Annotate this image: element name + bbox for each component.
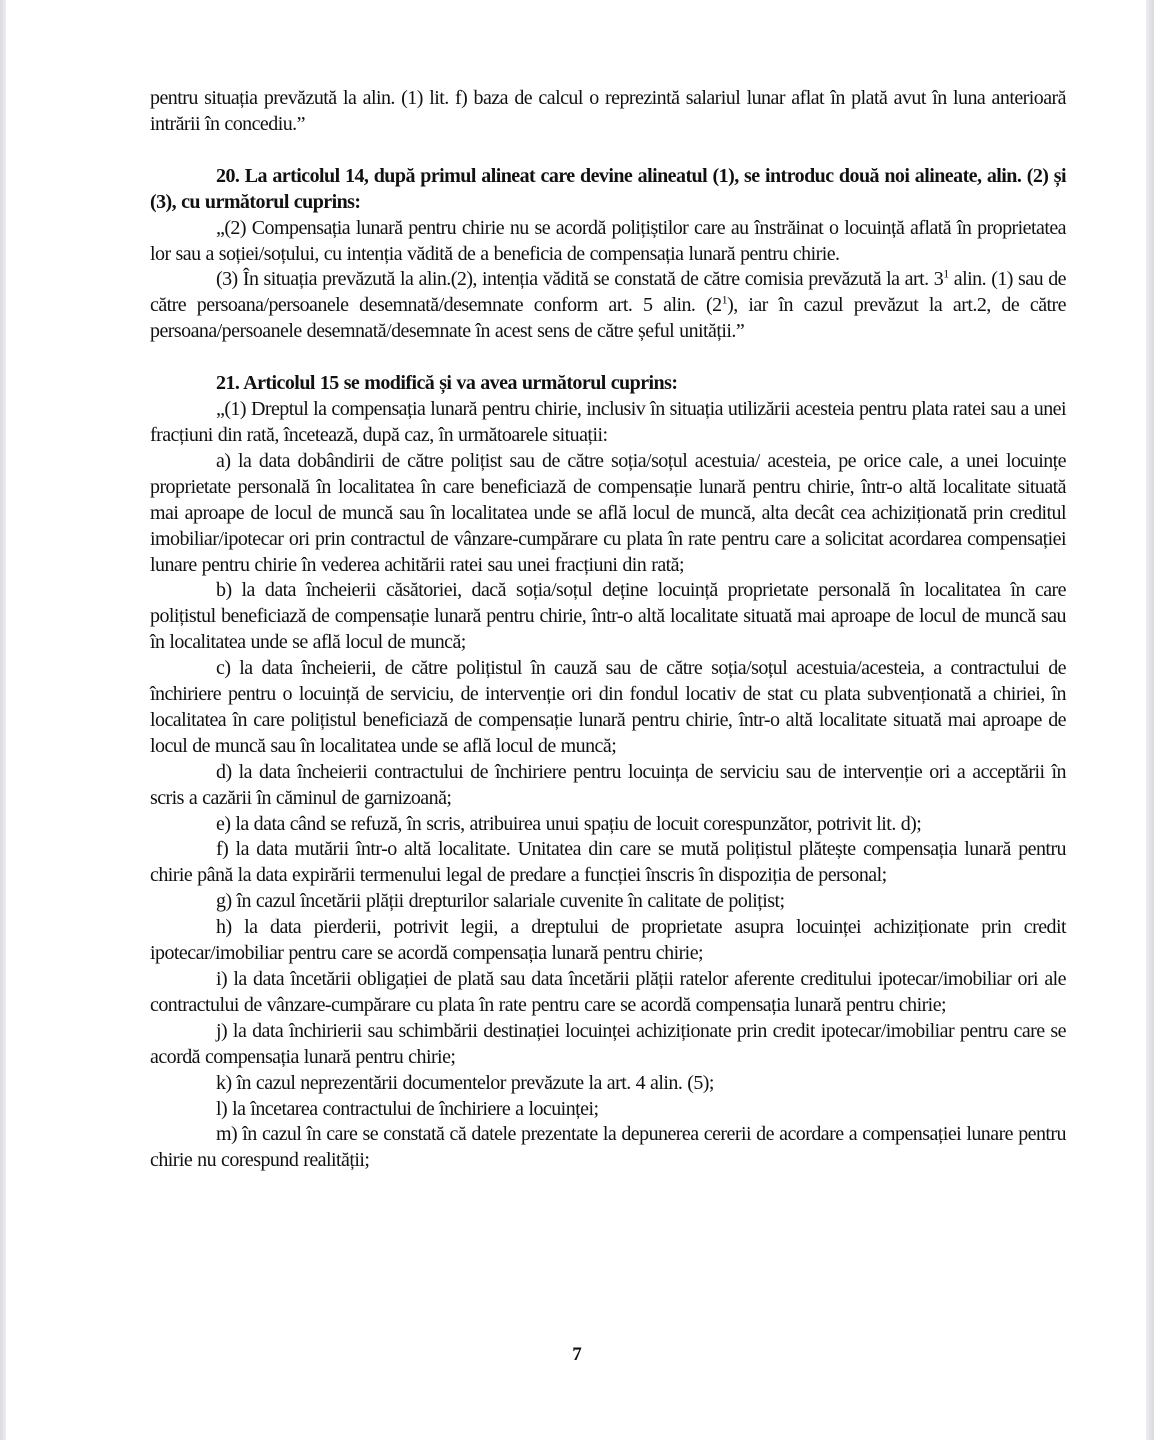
page-number: 7 [572,1344,582,1365]
list-item-l: l) la încetarea contractului de închiriere a locuinței; [216,1097,599,1120]
page-right-edge [1146,0,1154,1440]
list-item-f: f) la data mutării într-o altă localitate. Unitatea din care se mută polițistul plătește compensația lunară pentru chirie până la data expirării termenului legal de predare a funcției înscris în dispoziția de personal; [150,838,1066,887]
list-item-b: b) la data încheierii căsătoriei, dacă soția/soțul deține locuință proprietate personală în localitatea în care polițistul beneficiază de compensație lunară pentru chirie, într-o altă localitate situată mai aproape de locul de muncă sau în localitatea unde se află locul de muncă; [150,579,1066,654]
list-item-c: c) la data încheierii, de către polițistul în cauză sau de către soția/soțul acestuia/acesteia, a contractului de închiriere pentru o locuință de serviciu, de intervenție ori din fondul locativ de stat cu plata subvenționată a chiriei, în localitatea în care polițistul beneficiază de compensație lunară pentru chirie, într-o altă localitate situată mai aproape de locul de muncă sau în localitatea unde se află locul de muncă; [150,657,1066,757]
section-20-para-2: „(2) Compensația lunară pentru chirie nu se acordă polițiștilor care au înstrăinat o locuință aflată în proprietatea lor sau a soției/soțului, cu intenția vădită de a beneficia de compensația lunară pentru chirie. [150,216,1066,265]
section-21-heading: 21. Articolul 15 se modifică și va avea următorul cuprins: [216,372,678,395]
spacer [150,138,1066,164]
document-page [150,86,1066,1174]
list-item-g: g) în cazul încetării plății drepturilor salariale cuvenite în calitate de polițist; [216,890,785,913]
page-left-edge [0,0,6,1440]
list-item-k: k) în cazul neprezentării documentelor prevăzute la art. 4 alin. (5); [216,1071,714,1094]
list-item-h: h) la data pierderii, potrivit legii, a dreptului de proprietate asupra locuinței achiziționate prin credit ipotecar/imobiliar pentru care se acordă compensația lunară pentru chirie; [150,916,1066,965]
superscript: 1 [943,266,949,281]
para-3-text-c: ), iar în cazul prevăzut la art.2, de către persoana/persoanele desemnată/desemnate în acest sens de către șeful unității.” [150,294,1066,343]
list-item-e: e) la data când se refuză, în scris, atribuirea unui spațiu de locuit corespunzător, potrivit lit. d); [216,812,922,835]
para-3-text-a: (3) În situația prevăzută la alin.(2), intenția vădită se constată de către comisia prevăzută la art. 3 [216,268,944,291]
list-item-m: m) în cazul în care se constată că datele prezentate la depunerea cererii de acordare a compensației lunare pentru chirie nu corespund realității; [150,1123,1066,1172]
list-item-j: j) la data închirierii sau schimbării destinației locuinței achiziționate prin credit ipotecar/imobiliar pentru care se acordă compensația lunară pentru chirie; [150,1019,1066,1068]
list-item-d: d) la data încheierii contractului de închiriere pentru locuința de serviciu sau de intervenție ori a acceptării în scris a cazării în căminul de garnizoană; [150,760,1066,809]
list-item-a: a) la data dobândirii de către polițist sau de către soția/soțul acestuia/ acesteia, pe orice cale, a unei locuințe proprietate personală în localitatea în care beneficiază de compensație lunară pentru chirie, într-o altă localitate situată mai aproape de locul de muncă sau în localitatea unde se află locul de muncă, alta decât cea achiziționată prin creditul imobiliar/ipotecar ori prin contractul de vânzare-cumpărare cu plata în rate pentru care a solicitat acordarea compensației lunare pentru chirie în vederea achitării ratei sau unei fracțiuni din rată; [150,449,1066,576]
intro-paragraph: pentru situația prevăzută la alin. (1) lit. f) baza de calcul o reprezintă salariul lunar aflat în plată avut în luna anterioară intrării în concediu.” [150,87,1066,135]
section-21-para-1: „(1) Dreptul la compensația lunară pentru chirie, inclusiv în situația utilizării acesteia pentru plata ratei sau a unei fracțiuni din rată, încetează, după caz, în următoarele situații: [150,398,1066,446]
list-item-i: i) la data încetării obligației de plată sau data încetării plății ratelor aferente creditului ipotecar/imobiliar ori ale contractului de vânzare-cumpărare cu plata în rate pentru care se acordă compensația lunară pentru chirie; [150,968,1066,1016]
para-3-text-b: alin. (1) sau de către persoana/persoanele desemnată/desemnate conform art. 5 alin. (2 [150,268,1066,317]
section-20-para-3 [150,267,1066,345]
superscript: 1 [721,292,728,307]
spacer [150,345,1066,371]
section-20-heading: 20. La articolul 14, după primul alineat care devine alineatul (1), se introduc două noi alineate, alin. (2) și (3), cu următorul cuprins: [150,164,1066,213]
